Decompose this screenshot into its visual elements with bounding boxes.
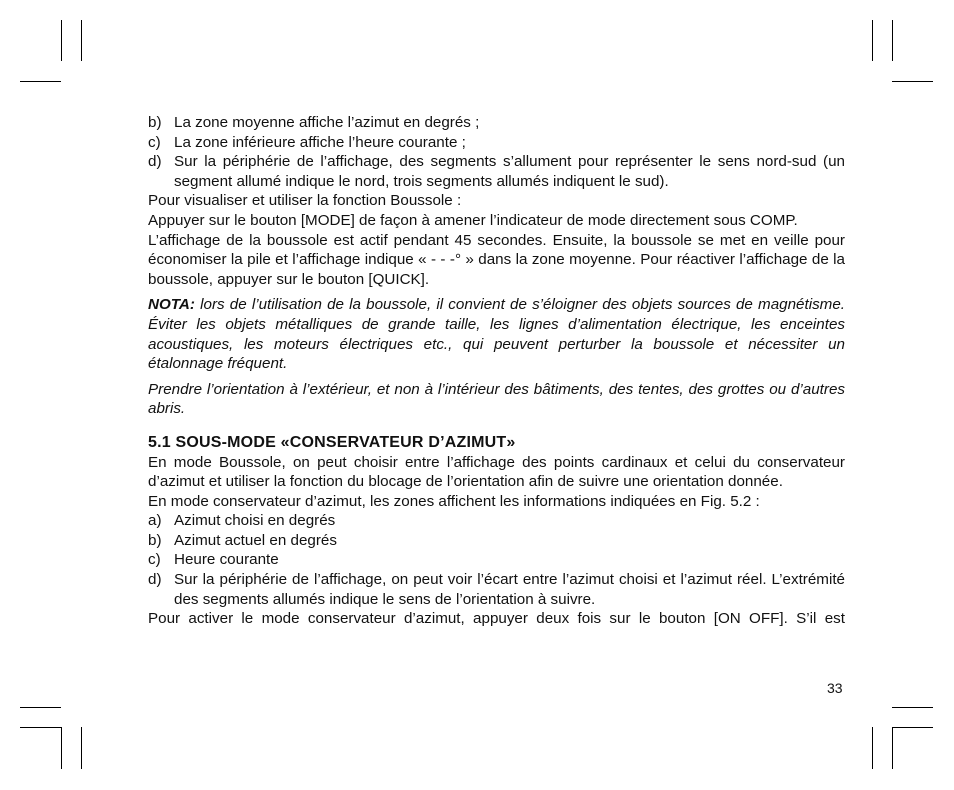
crop-mark (872, 20, 873, 61)
page-content (148, 113, 845, 629)
list-item-label: b) (148, 531, 162, 549)
paragraph-activer: Pour activer le mode conservateur d’azimut, appuyer deux fois sur le bouton [ON OFF]. S’il est (148, 610, 845, 628)
list-item-text: Azimut choisi en degrés (174, 512, 336, 530)
list-item (148, 570, 845, 609)
list-item-text: La zone moyenne affiche l’azimut en degrés ; (174, 114, 480, 131)
paragraph-mode-1: En mode Boussole, on peut choisir entre l’affichage des points cardinaux et celui du conservateur d’azimut et utiliser la fonction du blocage de l’orientation afin de suivre une orientation donnée. (148, 453, 845, 491)
page-number: 33 (827, 680, 843, 696)
list-item (148, 531, 845, 551)
crop-mark (20, 727, 61, 728)
list-item-label: c) (148, 133, 161, 151)
list-item-label: b) (148, 114, 162, 131)
crop-mark (20, 707, 61, 708)
list-item-text: Sur la périphérie de l’affichage, des segments s’allument pour représenter le sens nord-sud (un segment allumé indique le nord, trois segments allumés indiquent le sud). (174, 153, 845, 190)
crop-mark (892, 727, 893, 769)
crop-mark (20, 81, 61, 82)
list-item (148, 113, 845, 133)
crop-mark (872, 727, 873, 769)
crop-mark (81, 20, 82, 61)
list-item-label: d) (148, 153, 162, 171)
paragraph-orientation: Prendre l’orientation à l’extérieur, et non à l’intérieur des bâtiments, des tentes, des grottes ou d’autres abris. (148, 380, 845, 418)
list-item-label: c) (148, 551, 161, 569)
paragraph-mode-2: En mode conservateur d’azimut, les zones affichent les informations indiquées en Fig. 5.2 : (148, 492, 760, 510)
list-item (148, 511, 845, 531)
list-item-text: La zone inférieure affiche l’heure courante ; (174, 133, 466, 151)
list-item-label: d) (148, 571, 162, 589)
crop-mark (892, 81, 933, 82)
list-item (148, 152, 845, 191)
list-item-text: Azimut actuel en degrés (174, 531, 337, 549)
paragraph-appuyer: Appuyer sur le bouton [MODE] de façon à amener l’indicateur de mode directement sous COMP. (148, 211, 798, 229)
crop-mark (61, 20, 62, 61)
paragraph-visualiser: Pour visualiser et utiliser la fonction Boussole : (148, 192, 462, 210)
nota-paragraph (148, 295, 845, 373)
nota-label: NOTA: (148, 296, 195, 314)
paragraph-affichage: L’affichage de la boussole est actif pendant 45 secondes. Ensuite, la boussole se met en veille pour économiser la pile et l’affichage indique « - - -° » dans la zone moyenne. Pour réactiver l’affichage de la boussole, appuyer sur le bouton [QUICK]. (148, 231, 845, 288)
list-item (148, 133, 845, 153)
list-item-text: Sur la périphérie de l’affichage, on peut voir l’écart entre l’azimut choisi et l’azimut réel. L’extrémité des segments allumés indique le sens de l’orientation à suivre. (174, 571, 845, 608)
crop-mark (81, 727, 82, 769)
crop-mark (61, 727, 62, 769)
list-item (148, 550, 845, 570)
list-item-text: Heure courante (174, 551, 279, 569)
crop-mark (892, 727, 933, 728)
section-heading: 5.1 SOUS-MODE «CONSERVATEUR D’AZIMUT» (148, 433, 516, 451)
list-item-label: a) (148, 512, 162, 530)
crop-mark (892, 20, 893, 61)
crop-mark (892, 707, 933, 708)
nota-text: lors de l’utilisation de la boussole, il convient de s’éloigner des objets sources de magnétisme. Éviter les objets métalliques de grande taille, les lignes d’alimentation électrique, les enceintes acoustiques, les moteurs électriques etc., qui peuvent perturber la boussole et nécessiter un étalonnage fréquent. (148, 296, 845, 373)
